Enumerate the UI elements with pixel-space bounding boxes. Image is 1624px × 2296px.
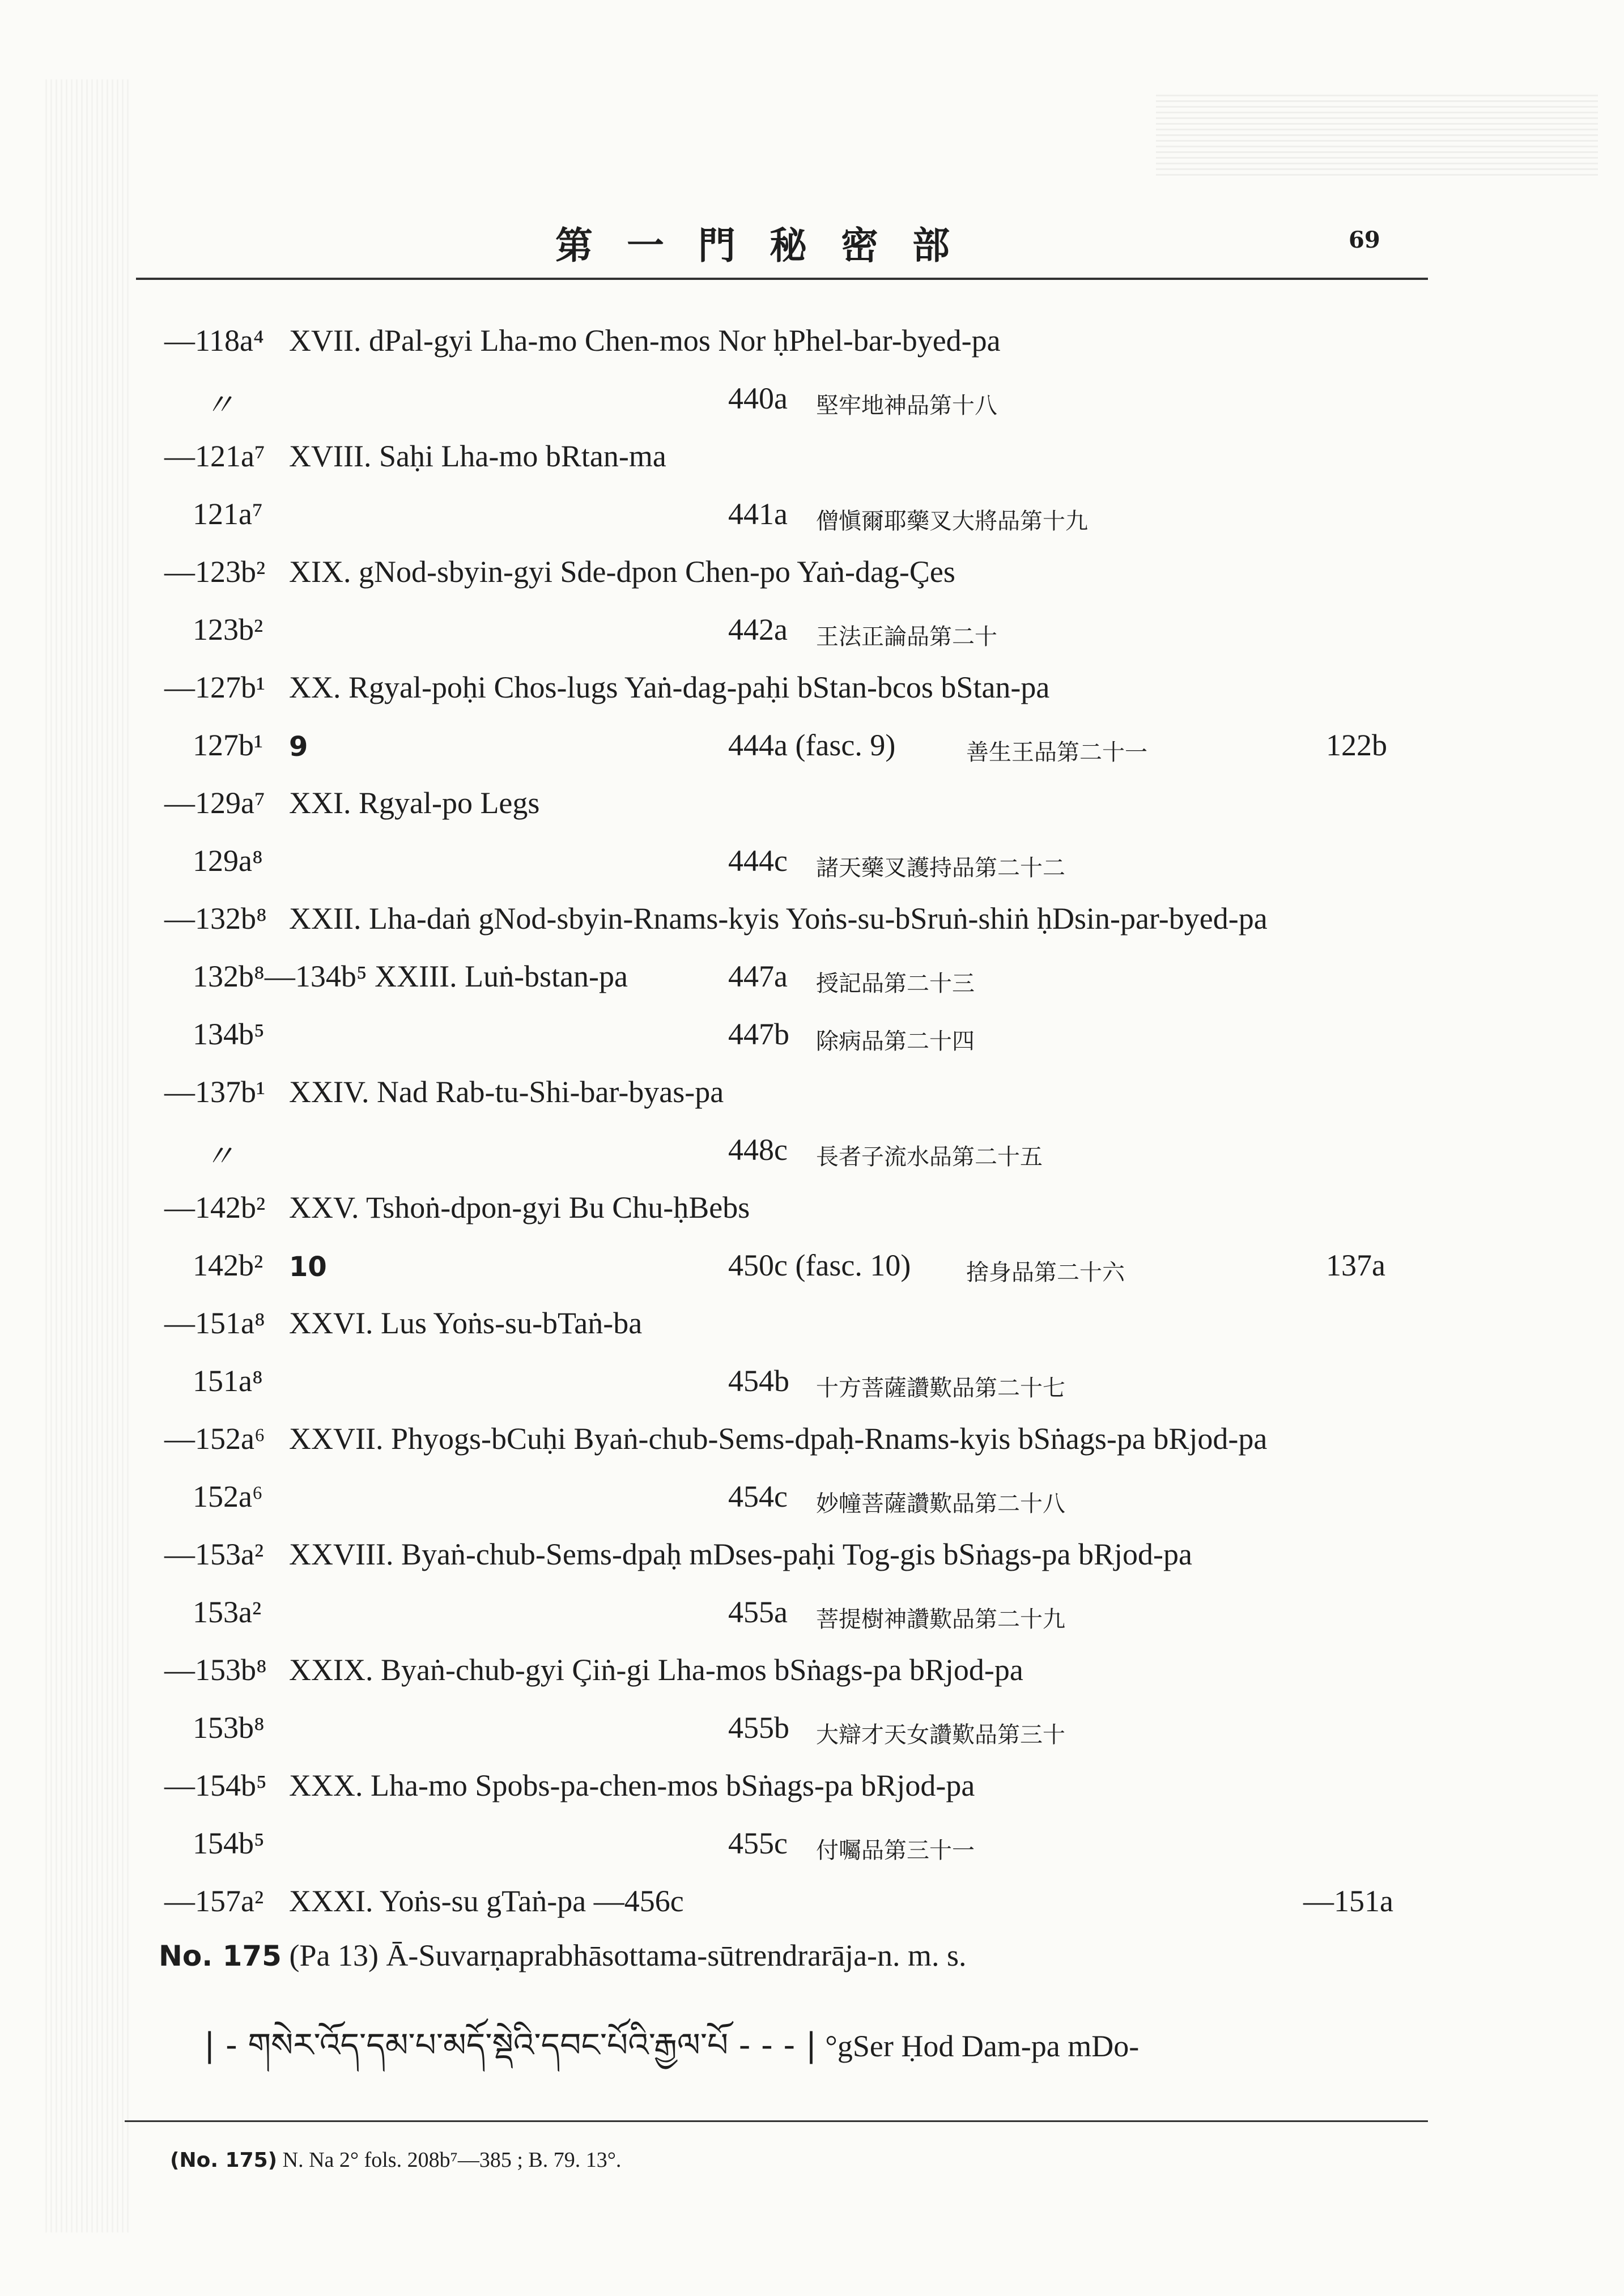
entry-chinese-title: 王法正論品第二十	[816, 624, 997, 650]
entry-row	[0, 780, 1624, 837]
footnote-label: (No. 175)	[170, 2149, 278, 2172]
header-rule	[136, 278, 1428, 280]
entry-ref: 151a⁸	[193, 1364, 263, 1398]
ditto-mark: 〃	[204, 1140, 235, 1173]
entry-ref: 152a⁶	[193, 1479, 263, 1513]
entry-list	[0, 317, 1624, 1936]
entry-row	[0, 549, 1624, 606]
entry-row	[0, 1531, 1624, 1589]
entry-ref: —151a⁸	[164, 1306, 265, 1340]
entry-folio: 444c	[728, 844, 788, 878]
entry-folio: 455a	[728, 1595, 788, 1629]
entry-row	[0, 1300, 1624, 1358]
page-corner-speckle	[1156, 91, 1598, 176]
entry-row	[0, 1589, 1624, 1647]
entry-chinese-title: 十方菩薩讚歎品第二十七	[816, 1375, 1065, 1401]
entry-text: XVII. dPal-gyi Lha-mo Chen-mos Nor ḥPhel-bar-byed-pa	[289, 324, 1001, 358]
footnote	[170, 2148, 621, 2172]
entry-ref: 129a⁸	[193, 844, 263, 878]
entry-right-ref: —151a	[1303, 1884, 1393, 1918]
entry-folio: 444a (fasc. 9)	[728, 728, 896, 762]
entry-row	[0, 433, 1624, 491]
entry-row	[0, 491, 1624, 549]
entry-row	[0, 722, 1624, 780]
entry-row	[0, 664, 1624, 722]
entry-folio: 448c	[728, 1133, 788, 1167]
entry-folio: 455c	[728, 1826, 788, 1860]
footnote-text: N. Na 2° fols. 208b⁷—385 ; B. 79. 13°.	[282, 2148, 622, 2172]
entry-ref: 154b⁵	[193, 1826, 265, 1860]
page-header	[0, 204, 1624, 272]
entry-row	[0, 1473, 1624, 1531]
entry-right-ref: 137a	[1326, 1248, 1385, 1282]
entry-text: XXII. Lha-daṅ gNod-sbyin-Rnams-kyis Yoṅs-su-bSruṅ-shiṅ ḥDsin-par-byed-pa	[289, 902, 1268, 936]
entry-row	[0, 317, 1624, 375]
entry-ref: —121a⁷	[164, 439, 265, 473]
entry-chinese-title: 諸天藥叉護持品第二十二	[816, 855, 1065, 881]
tibetan-romanized-title: °gSer Ḥod Dam-pa mDo-	[825, 2029, 1140, 2063]
entry-folio: 455b	[728, 1711, 789, 1745]
entry-chinese-title: 善生王品第二十一	[966, 739, 1147, 766]
entry-row	[0, 1762, 1624, 1820]
entry-text: XXXI. Yoṅs-su gTaṅ-pa —456c	[289, 1884, 684, 1918]
entry-ref: —118a⁴	[164, 324, 264, 358]
entry-row	[0, 895, 1624, 953]
entry-chinese-title: 除病品第二十四	[816, 1028, 975, 1055]
entry-row	[0, 1878, 1624, 1936]
entry-row	[0, 953, 1624, 1011]
entry-row	[0, 1184, 1624, 1242]
entry-ref: —157a²	[164, 1884, 264, 1918]
entry-ref: 121a⁷	[193, 497, 263, 531]
entry-folio: 454b	[728, 1364, 789, 1398]
entry-row	[0, 1647, 1624, 1704]
entry-chinese-title: 大辯才天女讚歎品第三十	[816, 1722, 1065, 1748]
entry-text: XXX. Lha-mo Spobs-pa-chen-mos bSṅags-pa bRjod-pa	[289, 1768, 975, 1802]
entry-chinese-title: 長者子流水品第二十五	[816, 1144, 1043, 1170]
entry-ref: —137b¹	[164, 1075, 266, 1109]
entry-ref: —142b²	[164, 1190, 266, 1224]
entry-text: XXIV. Nad Rab-tu-Shi-bar-byas-pa	[289, 1075, 724, 1109]
entry-ref: —154b⁵	[164, 1768, 267, 1802]
entry-text: XXVIII. Byaṅ-chub-Sems-dpaḥ mDses-paḥi Tog-gis bSṅags-pa bRjod-pa	[289, 1537, 1192, 1571]
entry-folio: 447a	[728, 959, 788, 993]
entry-chinese-title: 菩提樹神讚歎品第二十九	[816, 1606, 1065, 1632]
entry-ref: —152a⁶	[164, 1422, 265, 1456]
entry-row	[0, 837, 1624, 895]
entry-ref: —132b⁸	[164, 902, 267, 936]
entry-row	[0, 375, 1624, 433]
page-number: 69	[1349, 227, 1380, 253]
entry-text: XX. Rgyal-poḥi Chos-lugs Yaṅ-dag-paḥi bStan-bcos bStan-pa	[289, 670, 1050, 704]
entry-row	[0, 1358, 1624, 1415]
entry-text: XXI. Rgyal-po Legs	[289, 786, 540, 820]
entry-folio: 450c (fasc. 10)	[728, 1248, 911, 1282]
entry-text: XVIII. Saḥi Lha-mo bRtan-ma	[289, 439, 666, 473]
entry-folio: 447b	[728, 1017, 789, 1051]
entry-ref: 127b¹	[193, 728, 263, 762]
entry-text: XXVI. Lus Yoṅs-su-bTaṅ-ba	[289, 1306, 643, 1340]
entry-row	[0, 1415, 1624, 1473]
entry-ref: —153b⁸	[164, 1653, 267, 1687]
entry-folio: 440a	[728, 381, 788, 415]
fascicle-number: 10	[289, 1251, 327, 1283]
entry-ref: 142b²	[193, 1248, 263, 1282]
entry-ref: 153b⁸	[193, 1711, 265, 1745]
entry-ref: 132b⁸—134b⁵ XXIII. Luṅ-bstan-pa	[193, 959, 628, 993]
entry-text: XXV. Tshoṅ-dpon-gyi Bu Chu-ḥBebs	[289, 1190, 750, 1224]
entry-row	[0, 1242, 1624, 1300]
entry-folio: 454c	[728, 1479, 788, 1513]
entry-chinese-title: 僧愼爾耶藥叉大將品第十九	[816, 508, 1088, 534]
entry-text: XIX. gNod-sbyin-gyi Sde-dpon Chen-po Yaṅ-dag-Çes	[289, 555, 955, 589]
entry-chinese-title: 捨身品第二十六	[966, 1260, 1125, 1286]
entry-right-ref: 122b	[1326, 728, 1387, 762]
entry-ref: —127b¹	[164, 670, 266, 704]
entry-ref: —129a⁷	[164, 786, 265, 820]
entry-row	[0, 1820, 1624, 1878]
entry-chinese-title: 授記品第二十三	[816, 971, 975, 997]
entry-row	[0, 1011, 1624, 1069]
catalogue-entry-heading	[159, 1938, 967, 1973]
entry-row	[0, 1126, 1624, 1184]
page-title: 第一門秘密部	[555, 223, 984, 267]
entry-row	[0, 1069, 1624, 1126]
catalogue-number: No. 175	[159, 1940, 282, 1972]
entry-ref: 153a²	[193, 1595, 262, 1629]
entry-row	[0, 1704, 1624, 1762]
entry-ref: 134b⁵	[193, 1017, 265, 1051]
catalogue-title: (Pa 13) Ā-Suvarṇaprabhāsottama-sūtrendrarāja-n. m. s.	[289, 1938, 967, 1972]
footnote-rule	[125, 2120, 1428, 2122]
entry-ref: —153a²	[164, 1537, 264, 1571]
tibetan-script-title: | - གསེར་འོད་དམ་པ་མདོ་སྡེའི་དབང་པོའི་རྒྱལ་པོ - - - |	[204, 2026, 817, 2064]
entry-chinese-title: 堅牢地神品第十八	[816, 393, 997, 419]
entry-folio: 441a	[728, 497, 788, 531]
entry-text: XXIX. Byaṅ-chub-gyi Çiṅ-gi Lha-mos bSṅags-pa bRjod-pa	[289, 1653, 1023, 1687]
entry-text: XXVII. Phyogs-bCuḥi Byaṅ-chub-Sems-dpaḥ-Rnams-kyis bSṅags-pa bRjod-pa	[289, 1422, 1268, 1456]
tibetan-title-line	[204, 2009, 1139, 2101]
entry-chinese-title: 付囑品第三十一	[816, 1838, 975, 1864]
entry-ref: —123b²	[164, 555, 266, 589]
entry-row	[0, 606, 1624, 664]
entry-chinese-title: 妙幢菩薩讚歎品第二十八	[816, 1491, 1065, 1517]
entry-folio: 442a	[728, 613, 788, 647]
entry-ref: 123b²	[193, 613, 263, 647]
fascicle-number: 9	[289, 731, 308, 763]
ditto-mark: 〃	[204, 388, 235, 422]
